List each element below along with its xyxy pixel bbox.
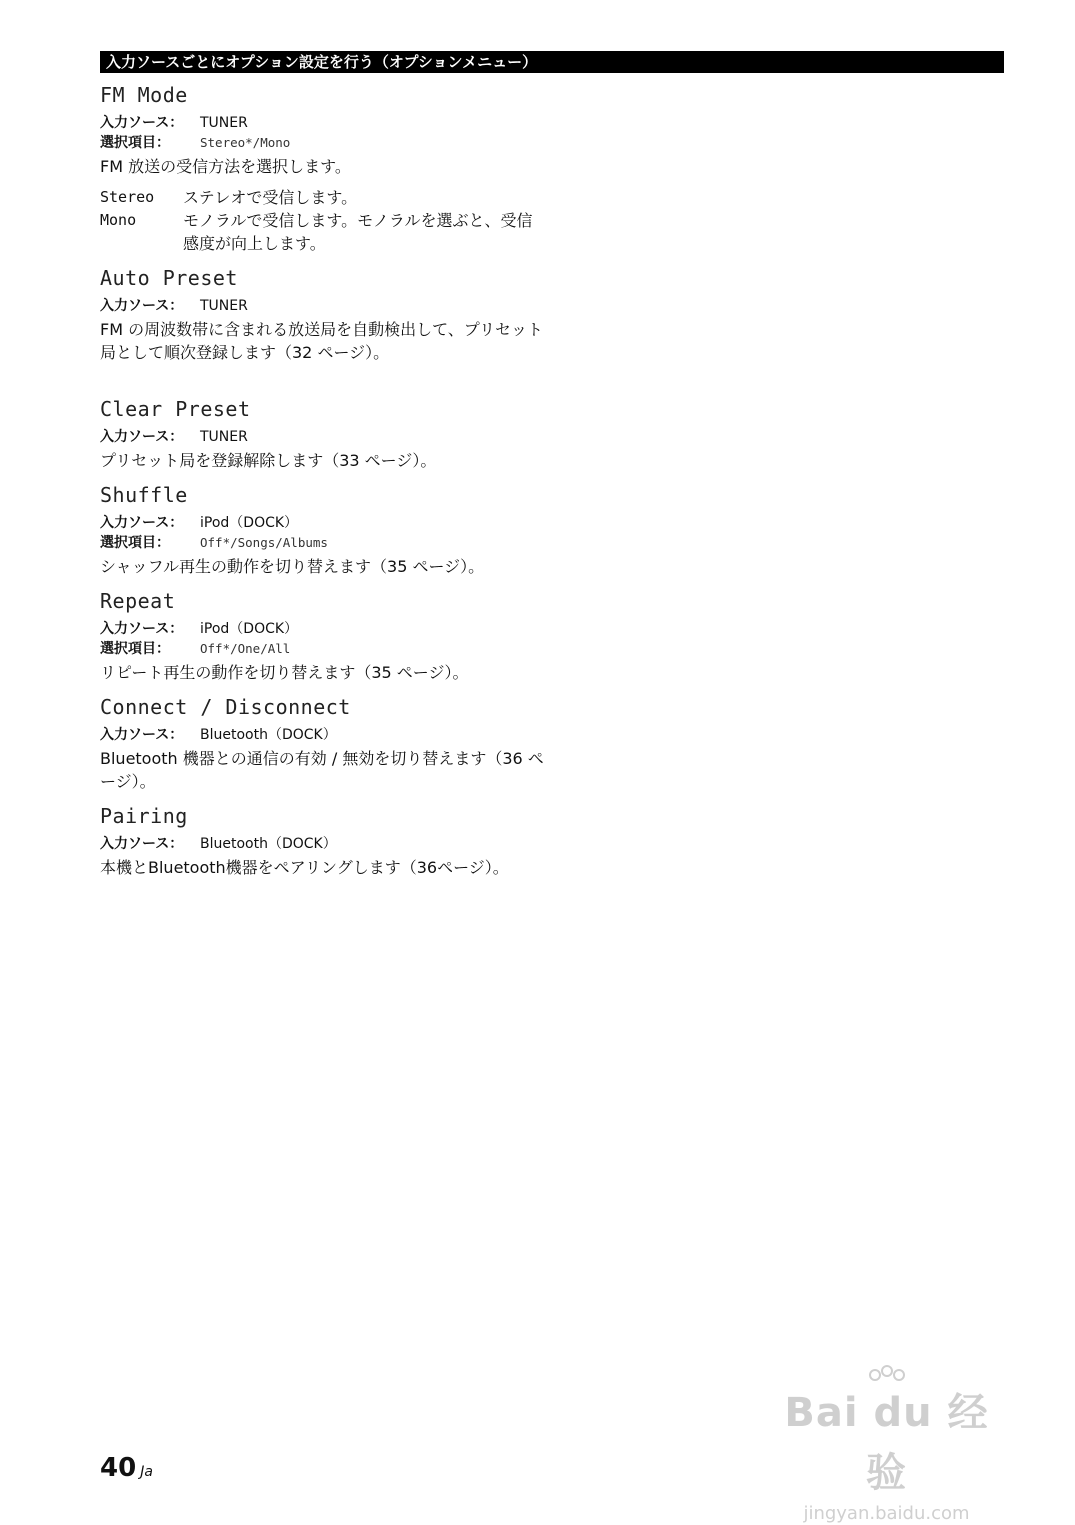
option-item	[100, 186, 545, 209]
source-label: 入力ソース：	[100, 429, 184, 445]
choice-value: Stereo*/Mono	[200, 135, 291, 150]
choice-row	[100, 639, 545, 659]
source-value: TUNER	[200, 298, 248, 314]
page-number	[100, 1453, 153, 1483]
section-description: リピート再生の動作を切り替えます（35 ページ）。	[100, 663, 469, 682]
choice-value: Off*/One/All	[200, 641, 291, 656]
section-title: Shuffle	[100, 483, 188, 507]
section-description: FM の周波数帯に含まれる放送局を自動検出して、プリセット局として順次登録します（32 ページ）。	[100, 320, 543, 362]
option-def: モノラルで受信します。モノラルを選ぶと、受信感度が向上します。	[183, 211, 533, 253]
option-term: Mono	[100, 211, 137, 229]
section-title: Repeat	[100, 589, 176, 613]
option-list	[100, 186, 545, 255]
watermark-url: jingyan.baidu.com	[803, 1503, 970, 1524]
section-description: 本機とBluetooth機器をペアリングします（36ページ）。	[100, 858, 509, 877]
choice-value: Off*/Songs/Albums	[200, 535, 328, 550]
section-fm-mode	[100, 82, 545, 255]
source-row	[100, 620, 545, 639]
section-title: Pairing	[100, 804, 188, 828]
choice-row	[100, 133, 545, 153]
section-repeat	[100, 588, 545, 684]
section-description: Bluetooth 機器との通信の有効 / 無効を切り替えます（36 ページ）。	[100, 749, 544, 791]
section-description: シャッフル再生の動作を切り替えます（35 ページ）。	[100, 557, 485, 576]
choice-label: 選択項目：	[100, 535, 170, 551]
source-label: 入力ソース：	[100, 515, 184, 531]
source-row	[100, 114, 545, 133]
section-description: プリセット局を登録解除します（33 ページ）。	[100, 451, 437, 470]
page-lang: Ja	[140, 1464, 153, 1480]
option-def: ステレオで受信します。	[183, 188, 358, 207]
source-value: TUNER	[200, 429, 248, 445]
source-label: 入力ソース：	[100, 727, 184, 743]
source-value: iPod（DOCK）	[200, 621, 299, 637]
option-term: Stereo	[100, 188, 155, 206]
choice-row	[100, 533, 545, 553]
source-row	[100, 297, 545, 316]
section-auto-preset	[100, 265, 545, 364]
section-header: 入力ソースごとにオプション設定を行う（オプションメニュー）	[100, 51, 1004, 73]
section-title: Auto Preset	[100, 266, 238, 290]
source-value: TUNER	[200, 115, 248, 131]
page-number-value: 40	[100, 1453, 137, 1483]
section-description: FM 放送の受信方法を選択します。	[100, 157, 351, 176]
section-title: FM Mode	[100, 83, 188, 107]
source-value: Bluetooth（DOCK）	[200, 727, 337, 743]
source-label: 入力ソース：	[100, 621, 184, 637]
source-label: 入力ソース：	[100, 115, 184, 131]
section-pairing	[100, 803, 545, 879]
source-row	[100, 428, 545, 447]
section-shuffle	[100, 482, 545, 578]
source-row	[100, 514, 545, 533]
watermark	[764, 1365, 1009, 1524]
section-clear-preset	[100, 396, 545, 472]
source-label: 入力ソース：	[100, 836, 184, 852]
source-value: iPod（DOCK）	[200, 515, 299, 531]
option-item	[100, 209, 545, 255]
source-value: Bluetooth（DOCK）	[200, 836, 337, 852]
source-row	[100, 835, 545, 854]
main-column	[100, 82, 545, 889]
section-connect	[100, 694, 545, 793]
section-title: Connect / Disconnect	[100, 695, 351, 719]
source-row	[100, 726, 545, 745]
section-title: Clear Preset	[100, 397, 251, 421]
source-label: 入力ソース：	[100, 298, 184, 314]
choice-label: 選択項目：	[100, 641, 170, 657]
choice-label: 選択項目：	[100, 135, 170, 151]
watermark-logo: Bai du 经验	[784, 1390, 989, 1496]
